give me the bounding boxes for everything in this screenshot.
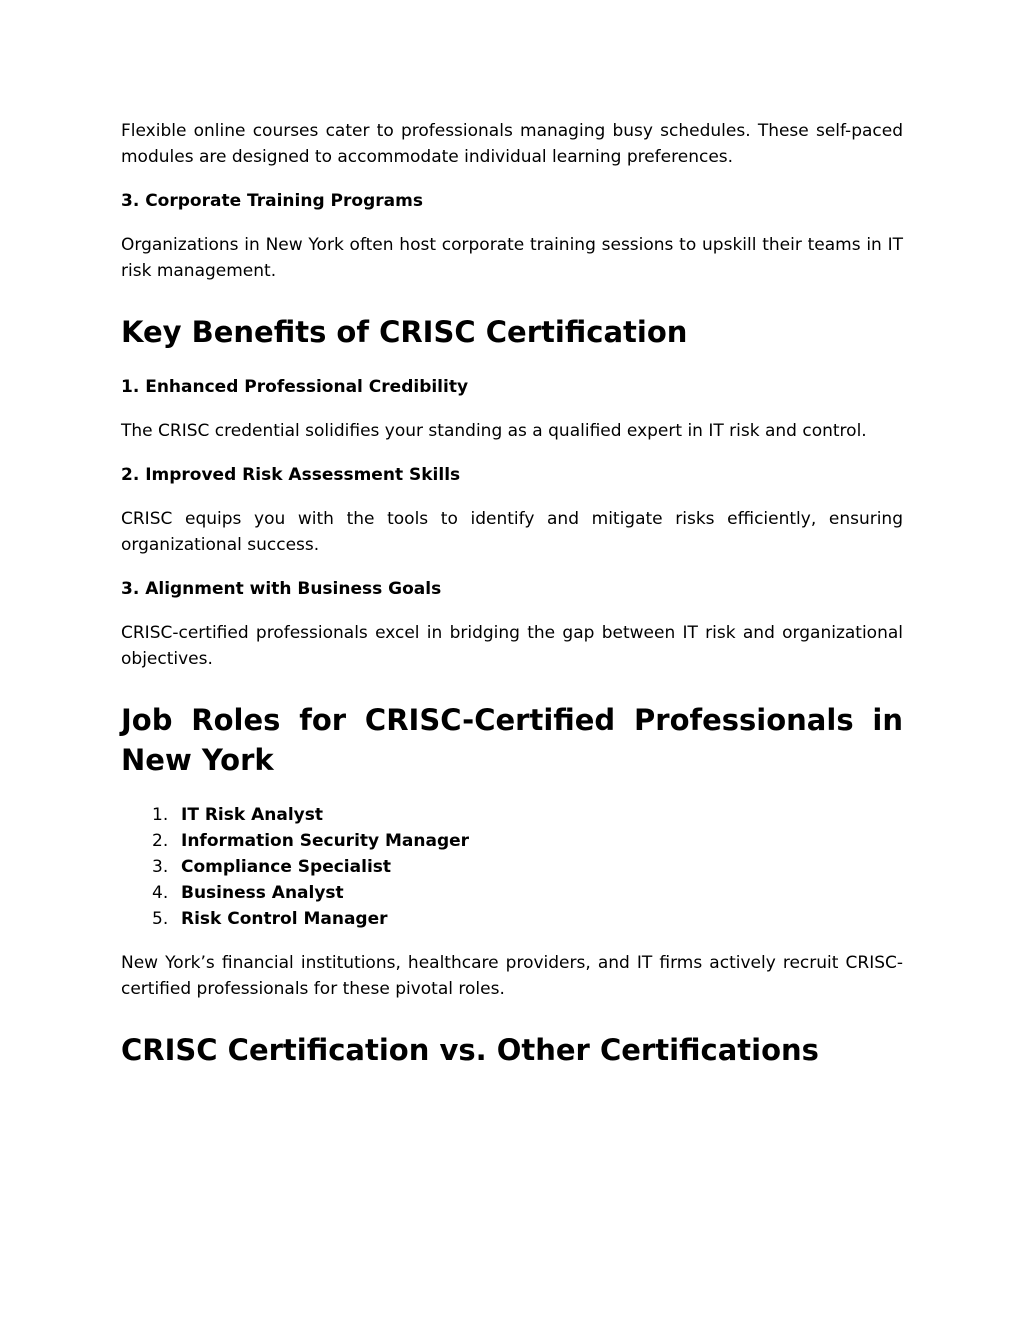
subheading-alignment: 3. Alignment with Business Goals [121, 579, 442, 599]
paragraph-risk-skills: CRISC equips you with the tools to identify and mitigate risks efficiently, ensuring organizational success. [121, 509, 903, 555]
heading-job-roles: Job Roles for CRISC-Certified Professionals in New York [121, 703, 903, 777]
paragraph-online-courses: Flexible online courses cater to professionals managing busy schedules. These self-paced modules are designed to accommodate individual learning preferences. [121, 121, 903, 167]
heading-comparison: CRISC Certification vs. Other Certifications [121, 1033, 819, 1067]
list-item-number: 2. [152, 831, 169, 851]
heading-key-benefits: Key Benefits of CRISC Certification [121, 315, 688, 349]
list-item-title: Business Analyst [181, 883, 344, 903]
paragraph-recruiters: New York’s financial institutions, healthcare providers, and IT firms actively recruit CRISC-certified professionals for these pivotal roles. [121, 953, 903, 999]
document-content [121, 118, 903, 1092]
list-item [121, 802, 903, 828]
paragraph-corporate-training: Organizations in New York often host corporate training sessions to upskill their teams in IT risk management. [121, 235, 903, 281]
list-item-number: 4. [152, 883, 169, 903]
list-item [121, 880, 903, 906]
list-item-title: Information Security Manager [181, 831, 470, 851]
list-item-number: 1. [152, 805, 169, 825]
paragraph-credibility: The CRISC credential solidifies your standing as a qualified expert in IT risk and control. [121, 421, 867, 441]
job-roles-list [121, 802, 903, 932]
paragraph-alignment: CRISC-certified professionals excel in bridging the gap between IT risk and organizational objectives. [121, 623, 903, 669]
list-item [121, 854, 903, 880]
list-item-title: Risk Control Manager [181, 909, 388, 929]
list-item-number: 3. [152, 857, 169, 877]
subheading-corporate-training: 3. Corporate Training Programs [121, 191, 423, 211]
list-item-number: 5. [152, 909, 169, 929]
list-item [121, 828, 903, 854]
list-item [121, 906, 903, 932]
list-item-title: Compliance Specialist [181, 857, 392, 877]
subheading-risk-skills: 2. Improved Risk Assessment Skills [121, 465, 461, 485]
subheading-credibility: 1. Enhanced Professional Credibility [121, 377, 469, 397]
list-item-title: IT Risk Analyst [181, 805, 323, 825]
